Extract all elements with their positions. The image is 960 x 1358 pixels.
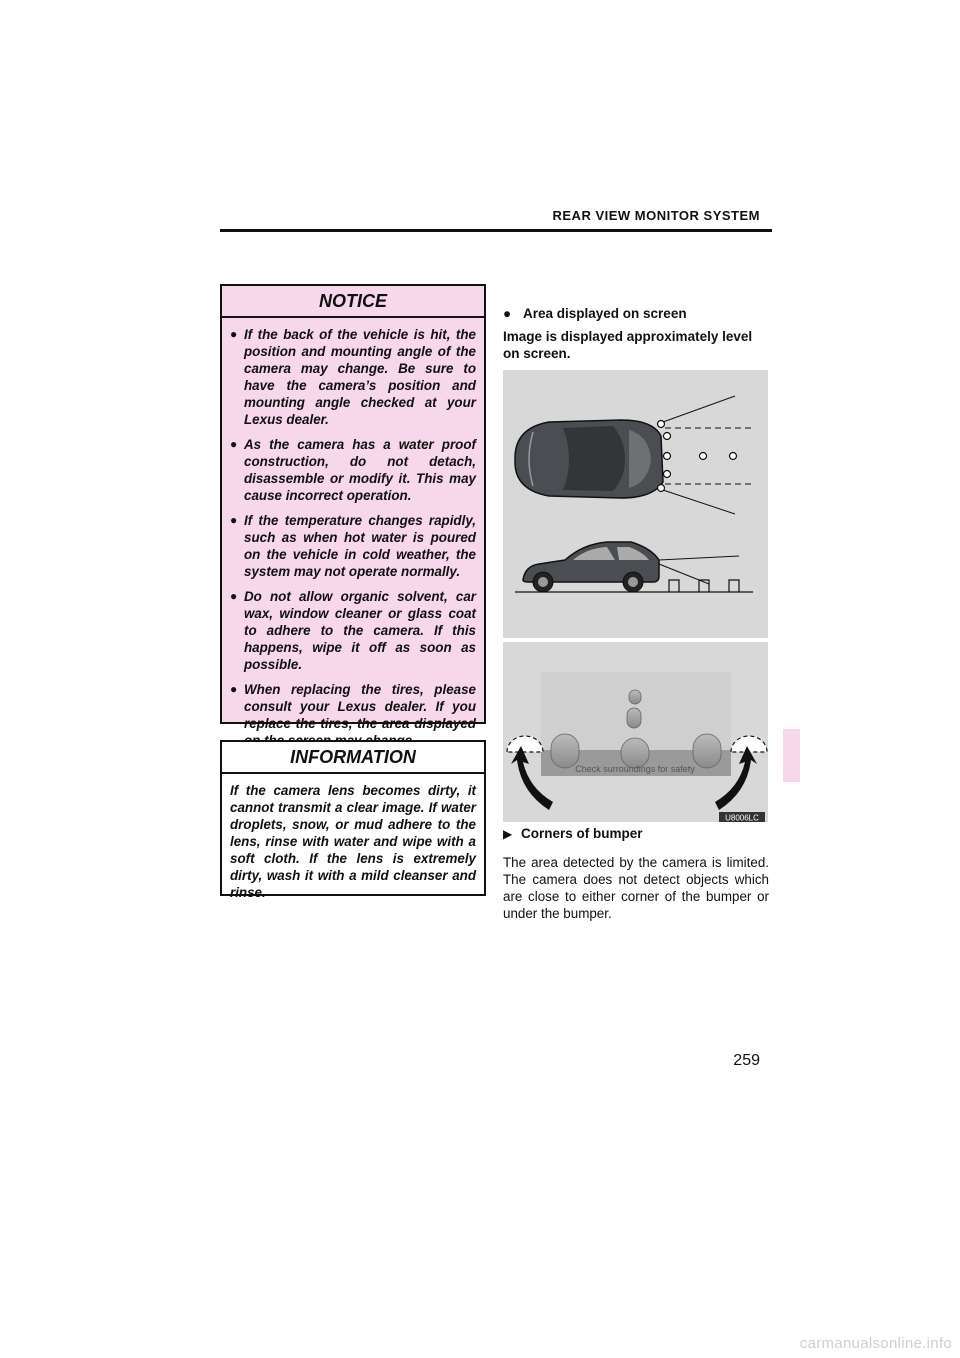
notice-item: ● As the camera has a water proof construction, do not detach, disassemble or modify it. This may cause incorrect operation.	[230, 436, 476, 504]
notice-box	[220, 284, 486, 731]
monitor-screen-svg	[503, 642, 768, 822]
header-title: REAR VIEW MONITOR SYSTEM	[552, 208, 760, 223]
figure-caption	[503, 826, 769, 841]
header-rule	[220, 229, 772, 232]
car-top-view-icon	[515, 420, 663, 498]
triangle-right-icon: ▶	[503, 827, 513, 841]
notice-list	[222, 318, 484, 749]
figure-caption-text: Corners of bumper	[521, 826, 643, 841]
section-heading	[503, 306, 769, 321]
camera-range-svg	[503, 370, 768, 638]
notice-item: ● When replacing the tires, please consult your Lexus dealer. If you replace the tires, the area displayed	[230, 681, 476, 749]
section-lead: Image is displayed approximately level on screen.	[503, 329, 753, 361]
camera-range-illustration	[503, 370, 768, 638]
section-tab	[783, 729, 800, 782]
page-number: 259	[733, 1052, 760, 1069]
watermark: carmanualsonline.info	[799, 1335, 952, 1352]
screen-message: Check surroundings for safety	[575, 764, 695, 774]
bullet-icon: ●	[503, 306, 512, 321]
figure-code: U8006LC	[725, 813, 759, 822]
information-text: If the camera lens becomes dirty, it cannot transmit a clear image. If water droplets, snow, or mud adhere to the lens, rinse with water and wipe with a soft cloth. If the lens is extremely dirty, wash it with a mild cleanser and rinse.	[230, 783, 476, 900]
monitor-screen-illustration	[503, 642, 768, 822]
notice-item: ● If the back of the vehicle is hit, the position and mounting angle of the camera may change. Be sure to have the camera’s position and mounting angle checked at your Lexus dealer.	[230, 326, 476, 428]
information-box	[220, 740, 486, 900]
car-side-view-icon	[523, 542, 659, 592]
notice-title: NOTICE	[222, 286, 484, 318]
information-title: INFORMATION	[222, 742, 484, 774]
notice-item: ● Do not allow organic solvent, car wax, window cleaner or glass coat to adhere to the camera. If this happens, wipe it off as soon as possible.	[230, 588, 476, 673]
section-heading-text: Area displayed on screen	[523, 306, 687, 321]
notice-item: ● If the temperature changes rapidly, such as when hot water is poured on the vehicle in cold weather, the system may not operate normally.	[230, 512, 476, 580]
section-body: The area detected by the camera is limited. The camera does not detect objects which are close to either corner of the bumper or under the bumper.	[503, 855, 769, 921]
